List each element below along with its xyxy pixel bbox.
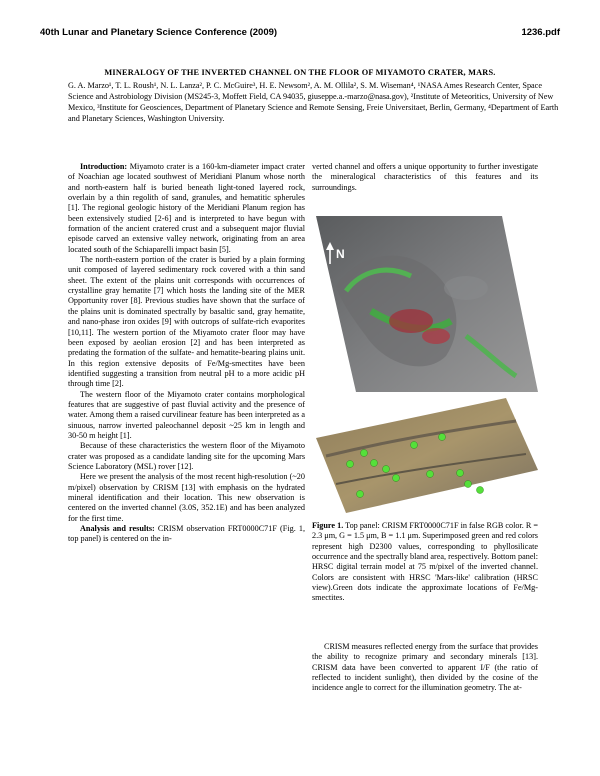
analysis-heading: Analysis and results: bbox=[80, 524, 155, 534]
right-top-text: verted channel and offers a unique opportunity to further investigate the mineralogical characteristics of this features and its surroundings. bbox=[312, 162, 538, 192]
caption-heading: Figure 1. bbox=[312, 521, 344, 530]
author-affiliations: G. A. Marzo¹, T. L. Roush¹, N. L. Lanza², P. C. McGuire³, H. E. Newsom², A. M. Ollila², S. M. Wiseman⁴, ¹NASA Ames Research Center, Space Science and Astrobiology Division (MS245-3, Moffett Field, CA 94035, giuseppe.a.-marzo@nasa.gov), ²Institute of Meteoritics, University of New Mexico, ³Institute for Geosciences, Department of Planetary Science and Remote Sensing, Freie Universitaet, Berlin, Germany, ⁴Department of Earth and Planetary Sciences, Washington University. bbox=[68, 81, 559, 123]
caption-text: Top panel: CRISM FRT0000C71F in false RGB color. R = 2.3 μm, G = 1.5 μm, B = 1.1 μm. Superimposed green and red colors represent high D2300 values, corresponding to phyllosilicate occurrence and the spectrally bland area, respectively. Bottom panel: HRSC digital terrain model at 75 m/pixel of the inverted channel. Colors are consistent with HRSC 'Mars-like' calibration (HRSC view).Green dots indicate the approximate locations of Fe/Mg-smectites. bbox=[312, 521, 538, 603]
north-label-top: N bbox=[336, 247, 345, 261]
paragraph-5: Here we present the analysis of the most recent high-resolution (~20 m/pixel) observation by CRISM [13] with emphasis on the hydrated mineral identification and their location. This new observation is centered on the inverted channel (3.0S, 352.1E) and has been analyzed for the first time. bbox=[68, 472, 305, 523]
paragraph-2: The north-eastern portion of the crater is buried by a plain forming unit composed of layered sedimentary rock covered with a thin sand sheet. The extent of the plains unit corresponds with occurrences of crystalline gray hematite [7] which hosts the landing site of the MER Opportunity rover [8]. Previous studies have shown that the surface of the plains unit is dominated spectrally by basaltic sand, gray hematite, and nano-phase iron oxides [9] with outcrops of sulfate-rich evaporites [10,11]. The western portion of the Miyamoto crater floor may have been exposed by aeolian erosion [2] and has been interpreted as predating the formation of the sulfate- and hematite-bearing plains unit. In this region extensive deposits of Fe/Mg-smectites have been identified suggesting a transition from neutral pH to a more acidic pH through time [2]. bbox=[68, 255, 305, 389]
conference-header: 40th Lunar and Planetary Science Conference (2009) bbox=[40, 27, 278, 38]
intro-paragraph bbox=[68, 162, 305, 255]
north-arrow-bottom bbox=[510, 480, 529, 501]
right-column-top bbox=[312, 162, 538, 193]
right-column-bottom bbox=[312, 642, 538, 694]
paper-title: MINERALOGY OF THE INVERTED CHANNEL ON THE FLOOR OF MIYAMOTO CRATER, MARS. bbox=[104, 68, 496, 77]
figure-1-image bbox=[316, 216, 538, 513]
intro-heading: Introduction: bbox=[80, 162, 128, 171]
paragraph-4: Because of these characteristics the western floor of the Miyamoto crater was proposed as a candidate landing site for the upcoming Mars Science Laboratory (MSL) rover [12]. bbox=[68, 441, 305, 471]
paragraph-3: The western floor of the Miyamoto crater contains morphological features that are suggestive of past fluvial activity and the presence of water. Among them a raised curvilinear feature has been interpreted as a sinuous, narrow inverted paleochannel deposit ~25 km in length and 30-50 m height [1]. bbox=[68, 389, 305, 440]
crism-paragraph: CRISM measures reflected energy from the surface that provides the ability to recognize primary and secondary minerals [13]. CRISM data have been converted to apparent I/F (the ratio of reflected to incident sunlight), then divided by the cosine of the incidence angle to correct for the illumination geometry. The at- bbox=[312, 642, 538, 693]
north-label-bottom: N bbox=[520, 486, 529, 500]
analysis-paragraph bbox=[68, 524, 305, 545]
left-column bbox=[68, 162, 305, 545]
bottom-panel bbox=[316, 398, 538, 513]
figure-caption bbox=[312, 521, 538, 604]
abstract-id: 1236.pdf bbox=[521, 27, 560, 38]
top-panel bbox=[316, 216, 538, 392]
intro-text: Miyamoto crater is a 160-km-diameter impact crater of Noachian age located southwest of Meridiani Planum whose north and north-eastern half is buried beneath light-toned layered rock, overlain by a thin regolith of sand, granules, and hematitic spherules [1]. The regional geologic history of the Meridiani Planum region has been extensively studied [2-6] and is interpreted to have begun with formation of the ancient cratered crust and a subsequent major fluvial episode carved an extensive valley network, originating from an area located south of the Schiaparelli impact basin [5]. bbox=[68, 162, 305, 254]
analysis-text: CRISM observation FRT0000C71F (Fig. 1, top panel) is centered on the in- bbox=[68, 524, 305, 544]
